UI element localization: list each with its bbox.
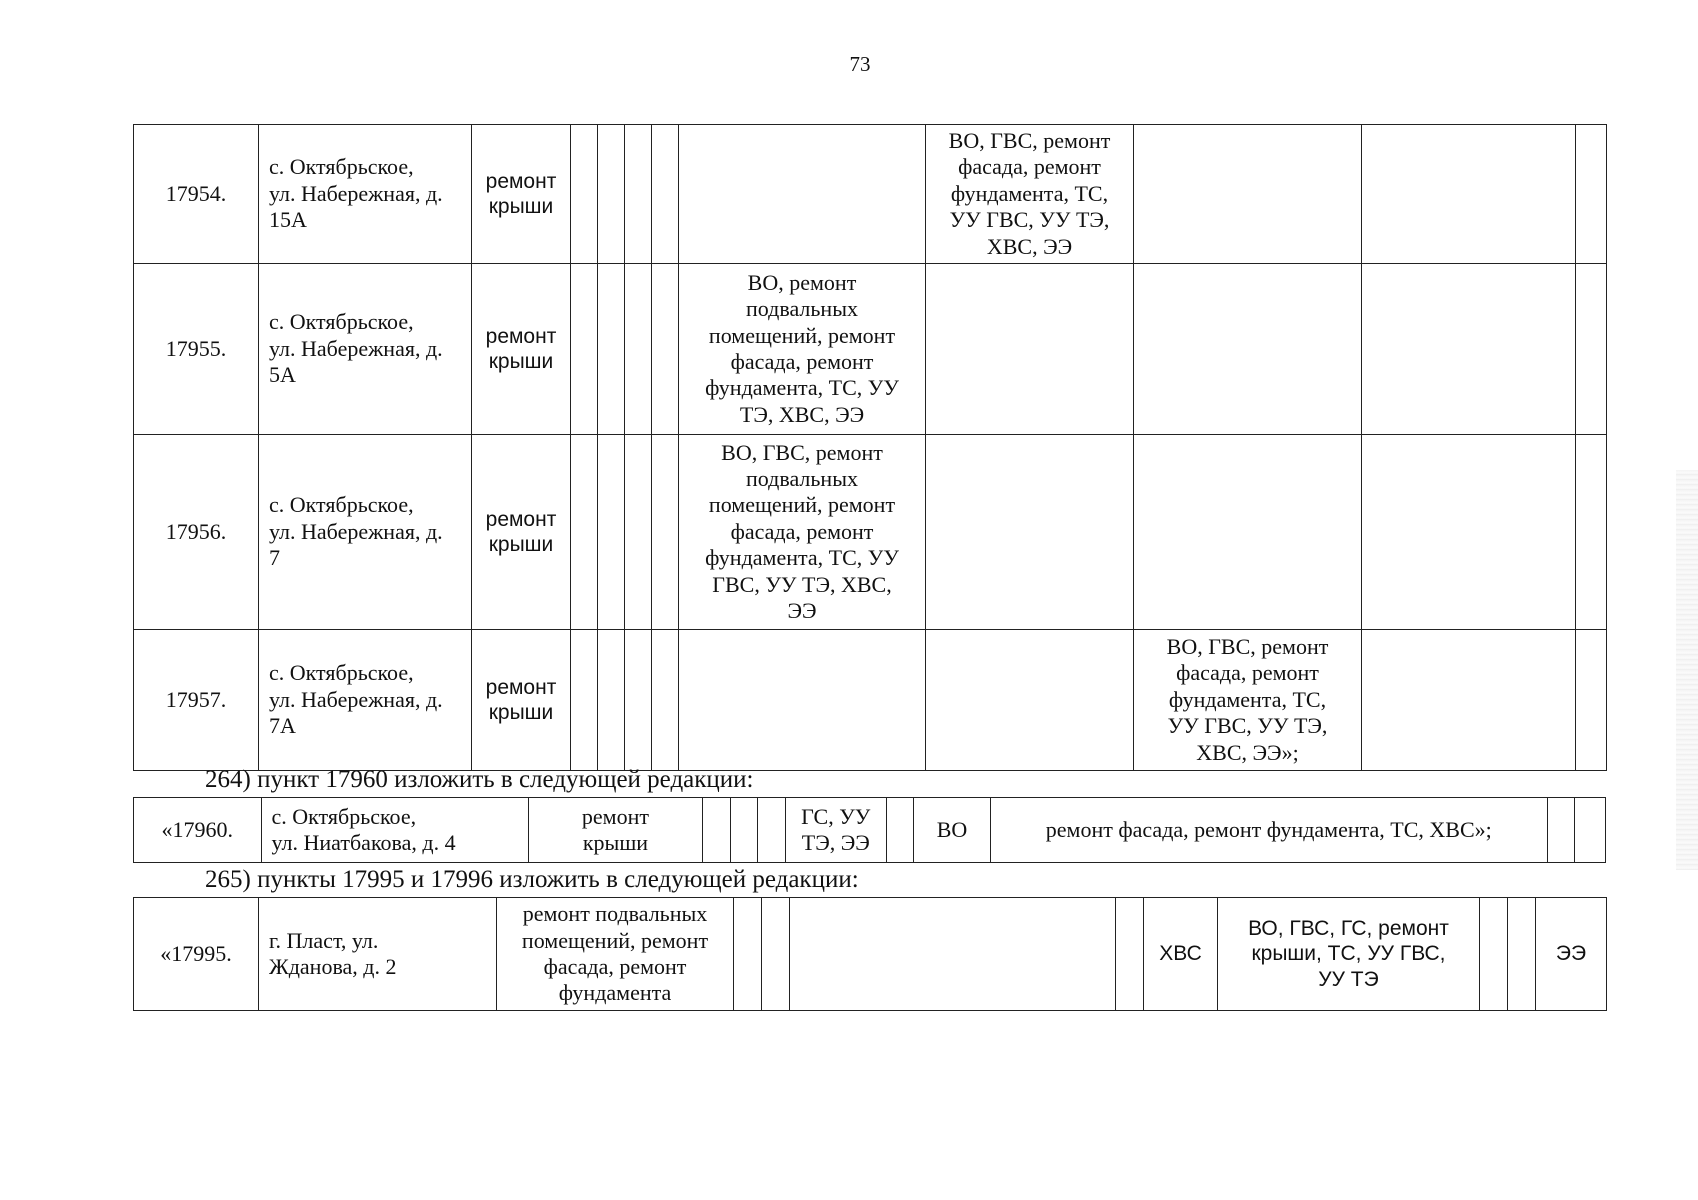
empty-cell — [598, 125, 625, 264]
empty-cell — [652, 125, 679, 264]
address-cell: с. Октябрьское, ул. Набережная, д. 15А — [259, 125, 472, 264]
empty-cell — [1576, 264, 1607, 435]
row-number: «17960. — [134, 798, 262, 863]
empty-cell — [625, 125, 652, 264]
works-cell-d — [1362, 435, 1576, 630]
instruction-265: 265) пункты 17995 и 17996 изложить в следующей редакции: — [205, 866, 859, 893]
works-cell-a: ВО, ремонт подвальных помещений, ремонт фасада, ремонт фундамента, ТС, УУ ТЭ, ХВС, ЭЭ — [679, 264, 926, 435]
page-number: 73 — [849, 52, 871, 76]
table-row — [134, 798, 1606, 863]
table-row — [134, 898, 1607, 1011]
empty-cell — [571, 435, 598, 630]
address-cell: с. Октябрьское, ул. Набережная, д. 5А — [259, 264, 472, 435]
work-type-cell: ремонт крыши — [472, 264, 571, 435]
empty-cell — [1547, 798, 1575, 863]
table-row — [134, 264, 1607, 435]
empty-cell — [1116, 898, 1144, 1011]
works-cell-b — [926, 264, 1134, 435]
empty-cell — [625, 264, 652, 435]
works-cell-a — [679, 630, 926, 771]
works-cell-d — [1362, 264, 1576, 435]
empty-cell — [1480, 898, 1508, 1011]
works-cell-gs: ГС, УУ ТЭ, ЭЭ — [785, 798, 886, 863]
work-schedule-table-3 — [133, 897, 1607, 1011]
works-cell-main: ВО, ГВС, ГС, ремонт крыши, ТС, УУ ГВС, УУ ТЭ — [1218, 898, 1480, 1011]
empty-cell — [571, 125, 598, 264]
table-row — [134, 125, 1607, 264]
empty-cell — [625, 435, 652, 630]
empty-cell — [652, 630, 679, 771]
empty-cell — [598, 630, 625, 771]
works-cell-c — [1134, 435, 1362, 630]
works-cell-c: ВО, ГВС, ремонт фасада, ремонт фундамента, ТС, УУ ГВС, УУ ТЭ, ХВС, ЭЭ»; — [1134, 630, 1362, 771]
empty-cell — [571, 630, 598, 771]
works-cell-b — [926, 630, 1134, 771]
instruction-264: 264) пункт 17960 изложить в следующей редакции: — [205, 766, 754, 793]
empty-cell — [1576, 630, 1607, 771]
works-cell-b: ВО, ГВС, ремонт фасада, ремонт фундамента, ТС, УУ ГВС, УУ ТЭ, ХВС, ЭЭ — [926, 125, 1134, 264]
empty-cell — [758, 798, 786, 863]
empty-cell — [762, 898, 790, 1011]
works-cell-vo: ВО — [914, 798, 991, 863]
empty-cell — [1576, 435, 1607, 630]
table-row — [134, 630, 1607, 771]
works-cell-a — [679, 125, 926, 264]
work-type-cell: ремонт подвальных помещений, ремонт фасада, ремонт фундамента — [497, 898, 734, 1011]
works-cell-rest: ремонт фасада, ремонт фундамента, ТС, ХВС»; — [990, 798, 1547, 863]
row-number: «17995. — [134, 898, 259, 1011]
works-cell-c — [1134, 264, 1362, 435]
empty-cell — [886, 798, 914, 863]
work-schedule-table-2 — [133, 797, 1606, 863]
address-cell: с. Октябрьское, ул. Ниатбакова, д. 4 — [261, 798, 528, 863]
empty-cell — [598, 435, 625, 630]
work-type-cell: ремонт крыши — [528, 798, 702, 863]
address-cell: г. Пласт, ул. Жданова, д. 2 — [259, 898, 497, 1011]
empty-cell — [734, 898, 762, 1011]
works-cell-d — [1362, 125, 1576, 264]
works-cell-c — [1134, 125, 1362, 264]
empty-cell — [652, 264, 679, 435]
empty-cell — [598, 264, 625, 435]
row-number: 17957. — [134, 630, 259, 771]
works-cell-b — [926, 435, 1134, 630]
empty-cell — [625, 630, 652, 771]
empty-cell — [652, 435, 679, 630]
scan-edge-artifact — [1676, 470, 1698, 870]
row-number: 17955. — [134, 264, 259, 435]
work-type-cell: ремонт крыши — [472, 630, 571, 771]
works-cell-a: ВО, ГВС, ремонт подвальных помещений, ремонт фасада, ремонт фундамента, ТС, УУ ГВС, УУ ТЭ, ХВС, ЭЭ — [679, 435, 926, 630]
empty-cell — [1575, 798, 1606, 863]
works-cell-ee: ЭЭ — [1536, 898, 1607, 1011]
empty-cell — [730, 798, 758, 863]
empty-cell — [571, 264, 598, 435]
works-cell-d — [1362, 630, 1576, 771]
address-cell: с. Октябрьское, ул. Набережная, д. 7 — [259, 435, 472, 630]
empty-cell — [1576, 125, 1607, 264]
work-schedule-table-1 — [133, 124, 1607, 771]
works-cell-hvs: ХВС — [1144, 898, 1218, 1011]
table-row — [134, 435, 1607, 630]
work-type-cell: ремонт крыши — [472, 435, 571, 630]
empty-cell — [1508, 898, 1536, 1011]
row-number: 17954. — [134, 125, 259, 264]
empty-cell — [790, 898, 1116, 1011]
row-number: 17956. — [134, 435, 259, 630]
address-cell: с. Октябрьское, ул. Набережная, д. 7А — [259, 630, 472, 771]
empty-cell — [703, 798, 731, 863]
work-type-cell: ремонт крыши — [472, 125, 571, 264]
